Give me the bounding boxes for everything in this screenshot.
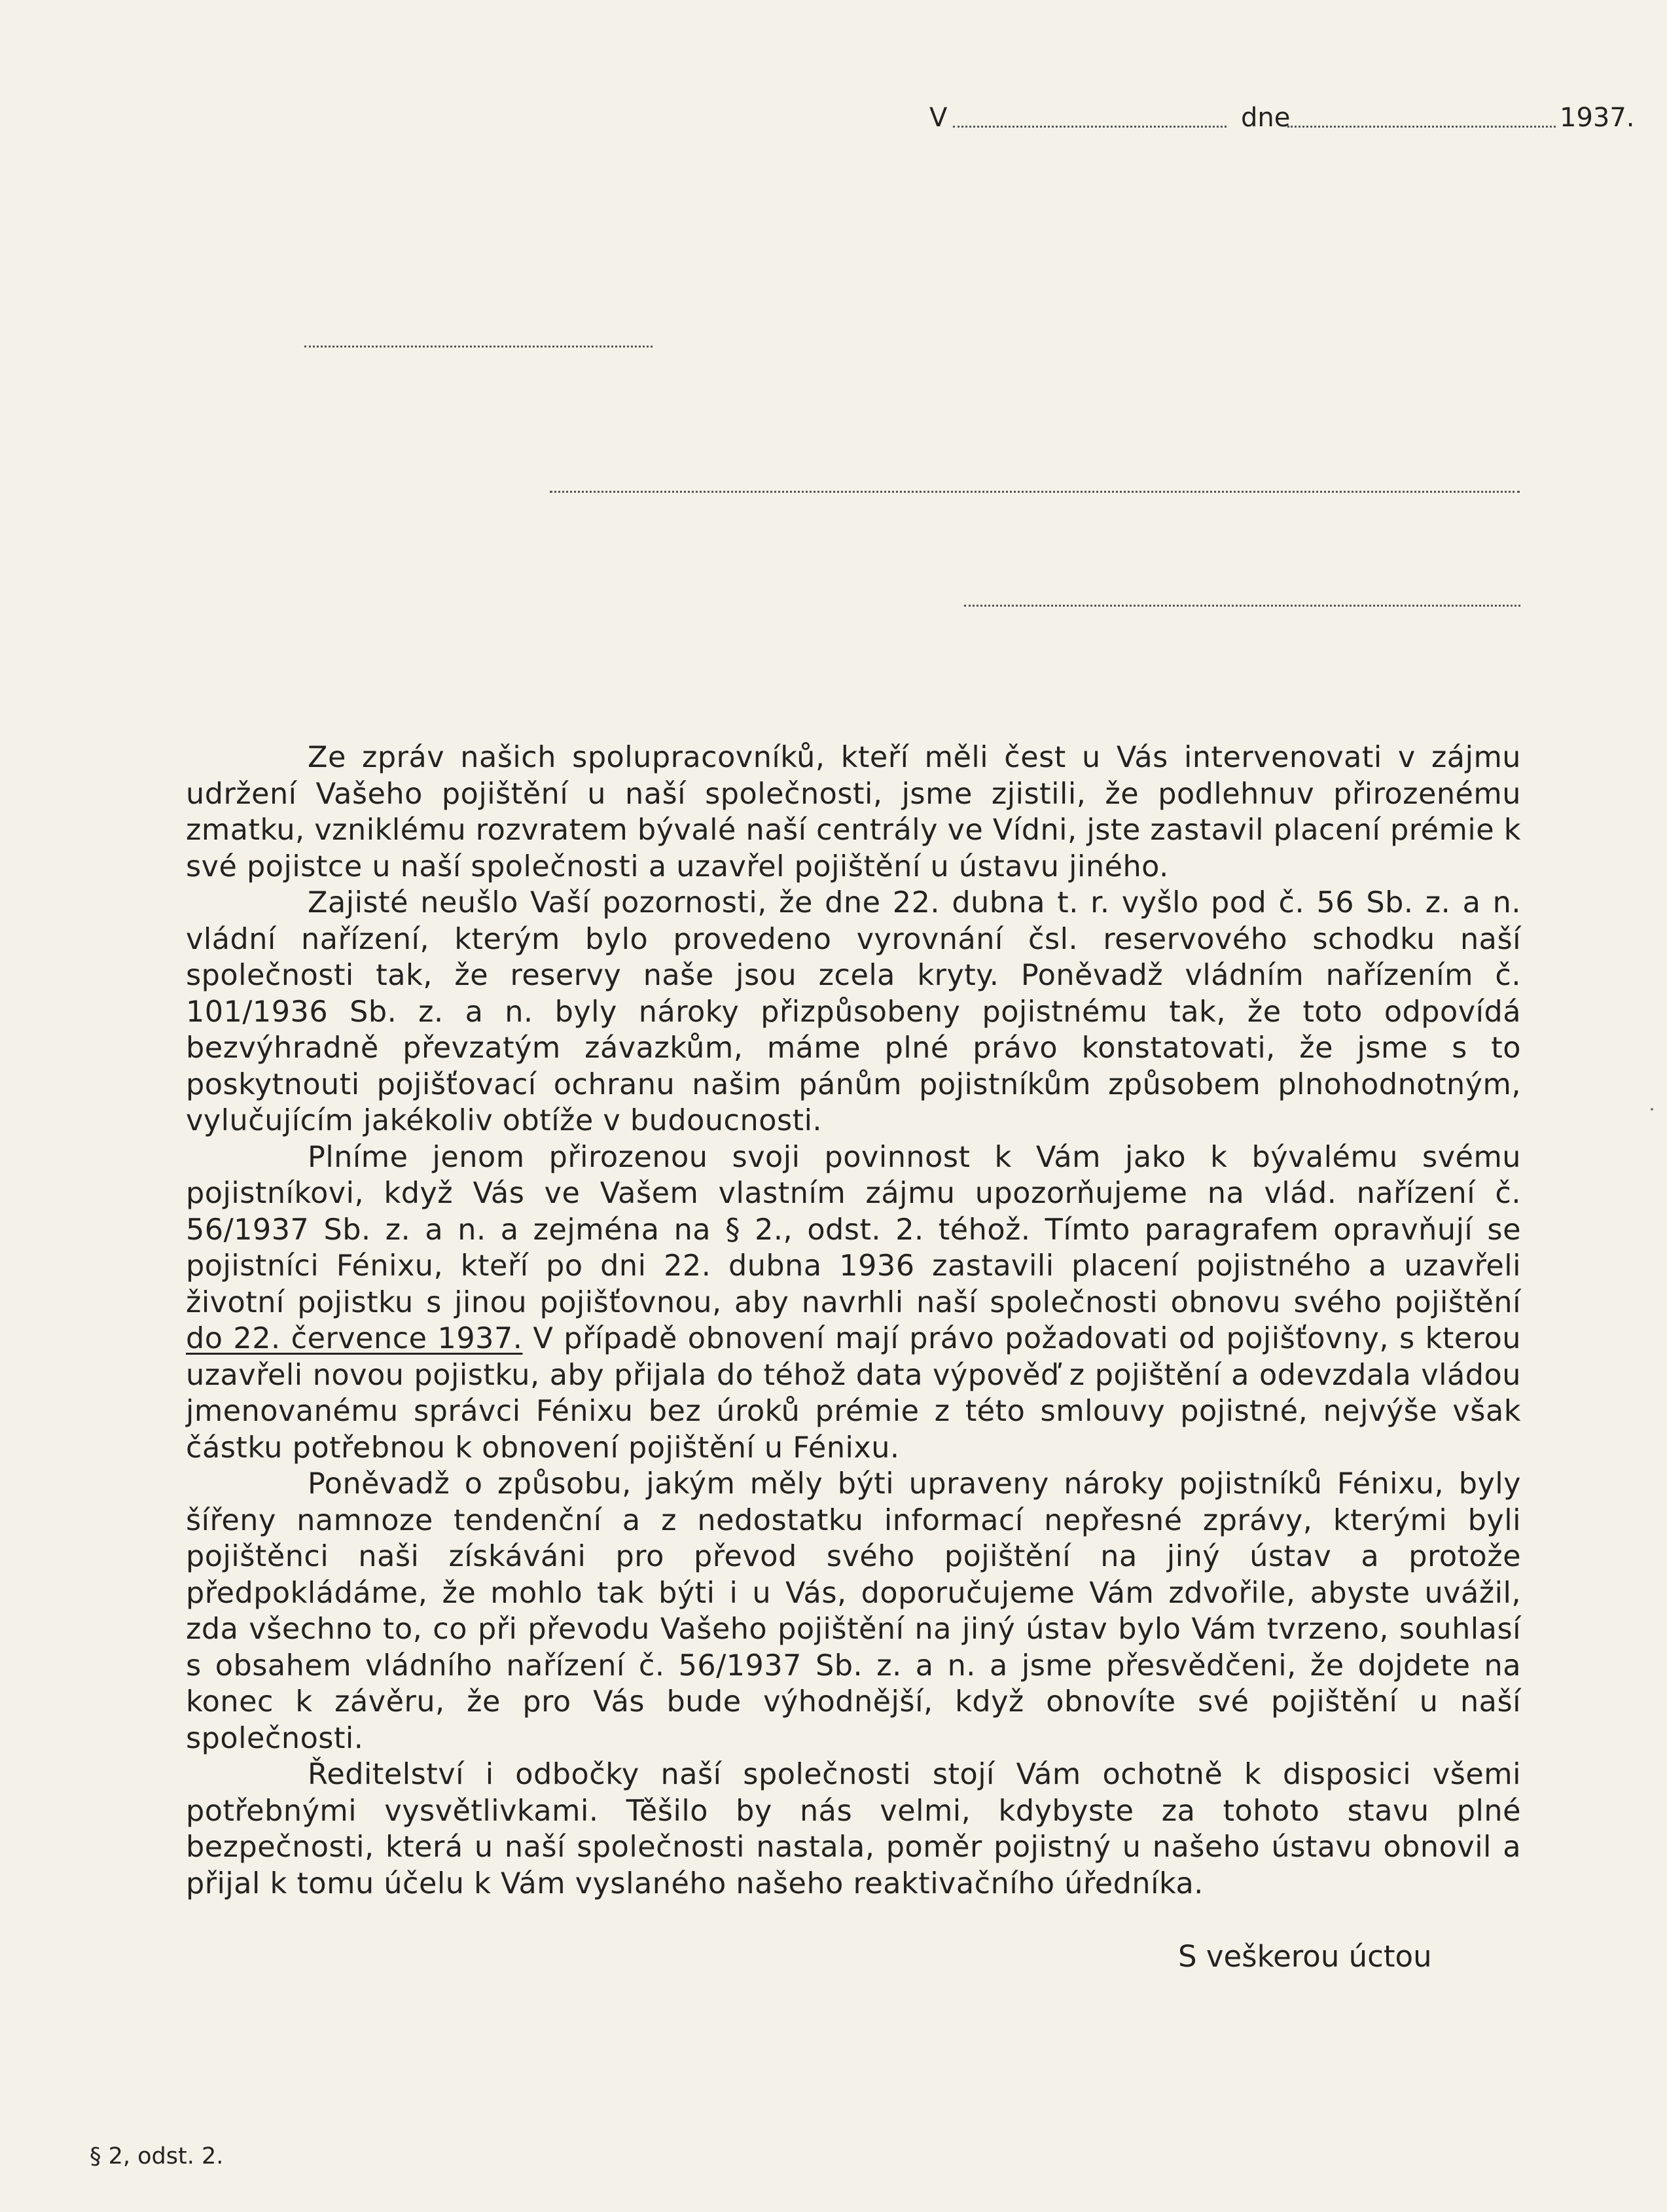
recipient-line-3 bbox=[964, 605, 1520, 607]
year-label: 1937. bbox=[1560, 103, 1635, 133]
paragraph-3 bbox=[186, 1139, 1521, 1467]
date-blank bbox=[1287, 126, 1556, 128]
paragraph-4: Poněvadž o způsobu, jakým měly býti upraveny nároky pojistníků Fénixu, byly šířeny namnoze tendenční a z nedostatku informací nepřesné zprávy, kterými byli pojištěnci naši získáváni pro převod svého pojištění na jiný ústav a protože předpokládáme, že mohlo tak býti i u Vás, doporučujeme Vám zdvořile, abyste uvážil, zda všechno to, co při převodu Vašeho pojištění na jiný ústav bylo Vám tvrzeno, souhlasí s obsahem vládního nařízení č. 56/1937 Sb. z. a n. a jsme přesvědčeni, že dojdete na konec k závěru, že pro Vás bude výhodnější, když obnovíte své pojištění u naší společnosti. bbox=[186, 1467, 1521, 1755]
footnote: § 2, odst. 2. bbox=[90, 2143, 224, 2169]
recipient-line-1 bbox=[304, 346, 653, 348]
paper-speck bbox=[1651, 1108, 1653, 1111]
recipient-line-2 bbox=[550, 491, 1520, 493]
paragraph-2: Zajisté neušlo Vaší pozornosti, že dne 22. dubna t. r. vyšlo pod č. 56 Sb. z. a n. vládní nařízení, kterým bylo provedeno vyrovnání čsl. reservového schodku naší společnosti tak, že reservy naše jsou zcela kryty. Poněvadž vládním nařízením č. 101/1936 Sb. z. a n. byly nároky přizpůsobeny pojistnému tak, že toto odpovídá bezvýhradně převzatým závazkům, máme plné právo konstatovati, že jsme s to poskytnouti pojišťovací ochranu našim pánům pojistníkům způsobem plnohodnotným, vylučujícím jakékoliv obtíže v budoucnosti. bbox=[186, 886, 1521, 1137]
deadline-underlined: do 22. července 1937. bbox=[186, 1322, 523, 1355]
place-prefix: V bbox=[929, 103, 948, 133]
paragraph-5: Ředitelství i odbočky naší společnosti stojí Vám ochotně k disposici všemi potřebnými vysvětlivkami. Těšilo by nás velmi, kdybyste za tohoto stavu plné bezpečnosti, která u naší společnosti nastala, poměr pojistný u našeho ústavu obnovil a přijal k tomu účelu k Vám vyslaného našeho reaktivačního úředníka. bbox=[186, 1758, 1521, 1900]
paragraph-3-start: Plníme jenom přirozenou svoji povinnost k Vám jako k bývalému svému pojistníkovi, když Vás ve Vašem vlastním zájmu upozorňujeme na vlád. nařízení č. 56/1937 Sb. z. a n. a zejména na § 2., odst. 2. téhož. Tímto paragrafem opravňují se pojistníci Fénixu, kteří po dni 22. dubna 1936 zastavili placení pojistného a uzavřeli životní pojistku s jinou pojišťovnou, aby navrhli naší společnosti obnovu svého pojištění bbox=[186, 1140, 1521, 1319]
date-line bbox=[929, 98, 1649, 137]
paragraph-3-end: V případě obnovení mají právo požadovati od pojišťovny, s kterou uzavřeli novou pojistku, aby přijala do téhož data výpověď z pojištění a odevzdala vládou jmenovanému správci Fénixu bez úroků prémie z této smlouvy pojistné, nejvýše však částku potřebnou k obnovení pojištění u Fénixu. bbox=[186, 1322, 1521, 1465]
place-blank bbox=[953, 126, 1227, 128]
paragraph-1: Ze zpráv našich spolupracovníků, kteří měli čest u Vás intervenovati v zájmu udržení Vašeho pojištění u naší společnosti, jsme zjistili, že podlehnuv přirozenému zmatku, vzniklému rozvratem bývalé naší centrály ve Vídni, jste zastavil placení prémie k své pojistce u naší společnosti a uzavřel pojištění u ústavu jiného. bbox=[186, 741, 1521, 883]
letter-body bbox=[186, 740, 1521, 1902]
date-label: dne bbox=[1241, 103, 1291, 133]
closing-salutation: S veškerou úctou bbox=[1178, 1939, 1432, 1974]
